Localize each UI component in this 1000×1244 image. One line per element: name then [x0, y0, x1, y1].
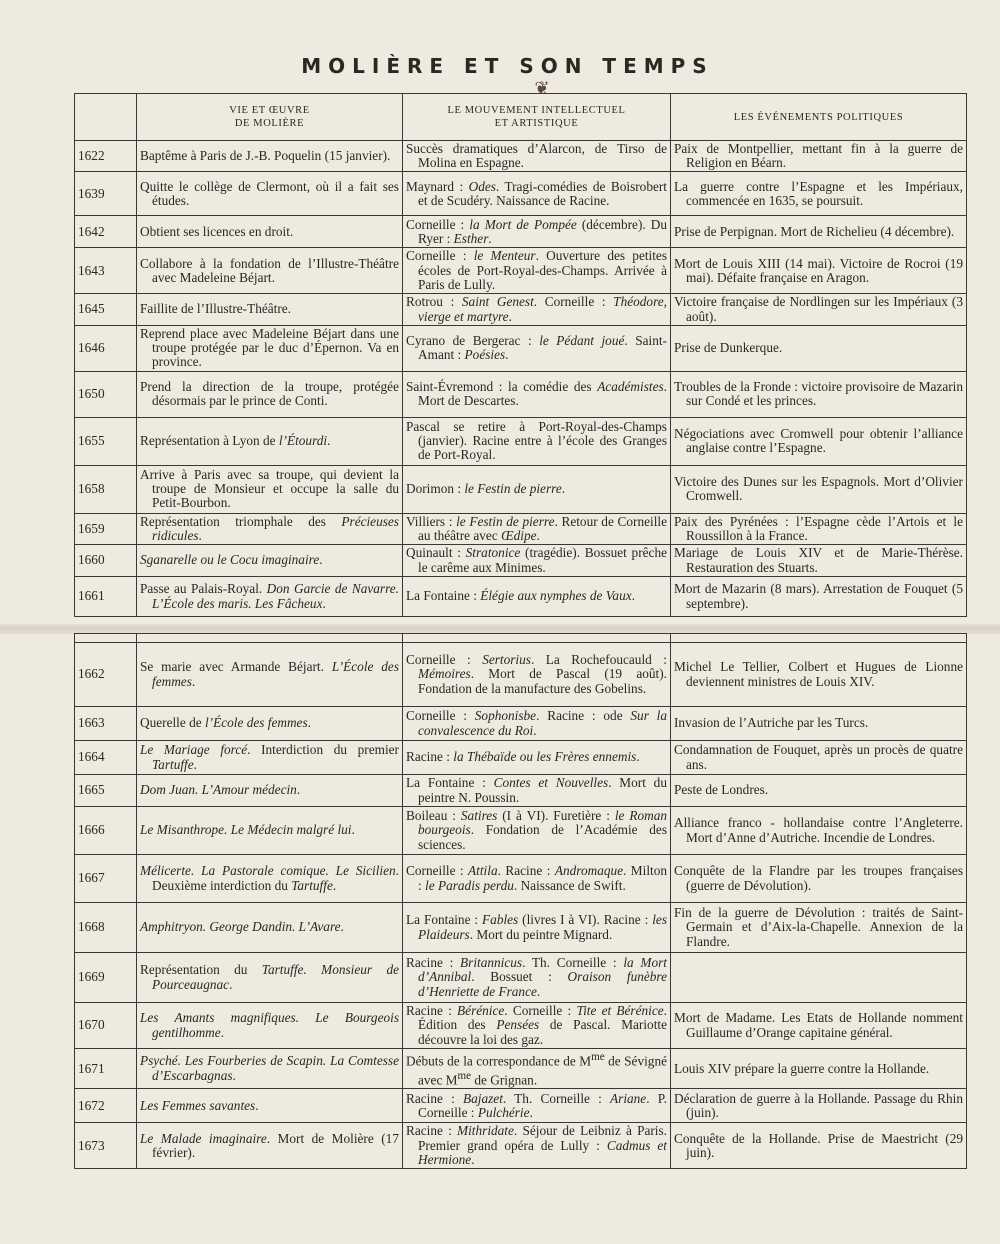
year-cell: 1655: [75, 417, 137, 465]
evenements-cell: Prise de Perpignan. Mort de Richelieu (4 décembre).: [671, 216, 967, 248]
table-row: [75, 248, 967, 294]
vie-cell: Prend la direction de la troupe, protégée désormais par le prince de Conti.: [137, 371, 403, 417]
evenements-cell: Négociations avec Cromwell pour obtenir l’alliance anglaise contre l’Espagne.: [671, 417, 967, 465]
year-cell: 1666: [75, 807, 137, 855]
mouvement-cell: La Fontaine : Fables (livres I à VI). Racine : les Plaideurs. Mort du peintre Mignard.: [403, 903, 671, 953]
table-row: [75, 465, 967, 513]
year-cell: 1668: [75, 903, 137, 953]
year-cell: 1661: [75, 577, 137, 617]
year-cell: 1673: [75, 1123, 137, 1169]
year-cell: 1643: [75, 248, 137, 294]
table-row: [75, 807, 967, 855]
year-cell: 1642: [75, 216, 137, 248]
table-row: [75, 141, 967, 172]
mouvement-cell: Corneille : Sertorius. La Rochefoucauld : Mémoires. Mort de Pascal (19 août). Fondation de la manufacture des Gobelins.: [403, 643, 671, 707]
mouvement-cell: La Fontaine : Contes et Nouvelles. Mort du peintre N. Poussin.: [403, 775, 671, 807]
evenements-cell: Condamnation de Fouquet, après un procès de quatre ans.: [671, 741, 967, 775]
evenements-cell: Mort de Louis XIII (14 mai). Victoire de Rocroi (19 mai). Défaite française en Aragon.: [671, 248, 967, 294]
table-row: [75, 417, 967, 465]
table-row: [75, 513, 967, 544]
chronology-table-1673: [74, 633, 967, 1169]
vie-cell: Mélicerte. La Pastorale comique. Le Sicilien. Deuxième interdiction du Tartuffe.: [137, 855, 403, 903]
mouvement-cell: Quinault : Stratonice (tragédie). Bossuet prêche le carême aux Minimes.: [403, 545, 671, 577]
vie-cell: Faillite de l’Illustre-Théâtre.: [137, 294, 403, 326]
year-cell: 1672: [75, 1089, 137, 1123]
table-row: [75, 741, 967, 775]
table-row: [75, 172, 967, 216]
mouvement-cell: Racine : Mithridate. Séjour de Leibniz à Paris. Premier grand opéra de Lully : Cadmus et Hermione.: [403, 1123, 671, 1169]
year-cell: 1646: [75, 326, 137, 372]
year-cell: 1660: [75, 545, 137, 577]
table-row: [75, 216, 967, 248]
mouvement-column-header: LE MOUVEMENT INTELLECTUEL ET ARTISTIQUE: [403, 94, 671, 141]
evenements-cell: Invasion de l’Autriche par les Turcs.: [671, 707, 967, 741]
year-column-header: [75, 94, 137, 141]
year-cell: 1671: [75, 1049, 137, 1089]
evenements-cell: Paix des Pyrénées : l’Espagne cède l’Artois et le Roussillon à la France.: [671, 513, 967, 544]
mouvement-cell: Racine : la Thébaïde ou les Frères ennemis.: [403, 741, 671, 775]
table-row: [75, 707, 967, 741]
evenements-cell: Peste de Londres.: [671, 775, 967, 807]
evenements-cell: Michel Le Tellier, Colbert et Hugues de Lionne deviennent ministres de Louis XIV.: [671, 643, 967, 707]
year-cell: 1669: [75, 953, 137, 1003]
mouvement-cell: Corneille : Sophonisbe. Racine : ode Sur la convalescence du Roi.: [403, 707, 671, 741]
year-cell: 1663: [75, 707, 137, 741]
evenements-cell: Alliance franco - hollandaise contre l’Angleterre. Mort d’Anne d’Autriche. Incendie de Londres.: [671, 807, 967, 855]
evenements-cell: Paix de Montpellier, mettant fin à la guerre de Religion en Béarn.: [671, 141, 967, 172]
mouvement-cell: Succès dramatiques d’Alarcon, de Tirso de Molina en Espagne.: [403, 141, 671, 172]
vie-cell: Dom Juan. L’Amour médecin.: [137, 775, 403, 807]
mouvement-cell: Racine : Britannicus. Th. Corneille : la Mort d’Annibal. Bossuet : Oraison funèbre d’Henriette de France.: [403, 953, 671, 1003]
table-row: [75, 1049, 967, 1089]
table-row: [75, 371, 967, 417]
evenements-column-header: LES ÉVÉNEMENTS POLITIQUES: [671, 94, 967, 141]
vie-cell: Quitte le collège de Clermont, où il a fait ses études.: [137, 172, 403, 216]
fleuron-ornament-icon: ❦: [534, 78, 550, 99]
mouvement-cell: Débuts de la correspondance de $M^{me}$ de Sévigné avec $M^{me}$ de Grignan.: [403, 1049, 671, 1089]
evenements-cell: Conquête de la Flandre par les troupes françaises (guerre de Dévolution).: [671, 855, 967, 903]
table-row: [75, 1123, 967, 1169]
evenements-cell: Prise de Dunkerque.: [671, 326, 967, 372]
evenements-cell: Déclaration de guerre à la Hollande. Passage du Rhin (juin).: [671, 1089, 967, 1123]
vie-cell: Collabore à la fondation de l’Illustre-Théâtre avec Madeleine Béjart.: [137, 248, 403, 294]
table-row: [75, 294, 967, 326]
vie-cell: Sganarelle ou le Cocu imaginaire.: [137, 545, 403, 577]
table-row: [75, 643, 967, 707]
table-row: [75, 1003, 967, 1049]
vie-cell: Baptême à Paris de J.-B. Poquelin (15 janvier).: [137, 141, 403, 172]
year-cell: 1665: [75, 775, 137, 807]
evenements-cell: Mariage de Louis XIV et de Marie-Thérèse. Restauration des Stuarts.: [671, 545, 967, 577]
evenements-cell: [671, 953, 967, 1003]
vie-cell: Querelle de l’École des femmes.: [137, 707, 403, 741]
year-cell: 1650: [75, 371, 137, 417]
vie-cell: Passe au Palais-Royal. Don Garcie de Navarre. L’École des maris. Les Fâcheux.: [137, 577, 403, 617]
mouvement-cell: Rotrou : Saint Genest. Corneille : Théodore, vierge et martyre.: [403, 294, 671, 326]
year-cell: 1664: [75, 741, 137, 775]
table-row: [75, 953, 967, 1003]
mouvement-cell: Dorimon : le Festin de pierre.: [403, 465, 671, 513]
page-title: MOLIÈRE ET SON TEMPS: [301, 54, 714, 78]
table-row: [75, 903, 967, 953]
evenements-cell: Victoire française de Nordlingen sur les Impériaux (3 août).: [671, 294, 967, 326]
year-cell: 1645: [75, 294, 137, 326]
evenements-cell: Mort de Mazarin (8 mars). Arrestation de Fouquet (5 septembre).: [671, 577, 967, 617]
table-row: [75, 577, 967, 617]
vie-cell: Le Malade imaginaire. Mort de Molière (17 février).: [137, 1123, 403, 1169]
mouvement-cell: Pascal se retire à Port-Royal-des-Champs (janvier). Racine entre à l’école des Granges de Port-Royal.: [403, 417, 671, 465]
year-cell: 1622: [75, 141, 137, 172]
evenements-cell: Victoire des Dunes sur les Espagnols. Mort d’Olivier Cromwell.: [671, 465, 967, 513]
mouvement-cell: Corneille : le Menteur. Ouverture des petites écoles de Port-Royal-des-Champs. Arrivée à Paris de Lully.: [403, 248, 671, 294]
vie-cell: Psyché. Les Fourberies de Scapin. La Comtesse d’Escarbagnas.: [137, 1049, 403, 1089]
year-cell: 1659: [75, 513, 137, 544]
vie-cell: Le Mariage forcé. Interdiction du premier Tartuffe.: [137, 741, 403, 775]
vie-cell: Reprend place avec Madeleine Béjart dans une troupe protégée par le duc d’Épernon. Va en province.: [137, 326, 403, 372]
mouvement-cell: Cyrano de Bergerac : le Pédant joué. Saint-Amant : Poésies.: [403, 326, 671, 372]
vie-cell: Se marie avec Armande Béjart. L’École des femmes.: [137, 643, 403, 707]
mouvement-cell: Racine : Bajazet. Th. Corneille : Ariane. P. Corneille : Pulchérie.: [403, 1089, 671, 1123]
vie-cell: Représentation triomphale des Précieuses ridicules.: [137, 513, 403, 544]
evenements-cell: Mort de Madame. Les Etats de Hollande nomment Guillaume d’Orange capitaine général.: [671, 1003, 967, 1049]
year-cell: 1639: [75, 172, 137, 216]
evenements-cell: Louis XIV prépare la guerre contre la Hollande.: [671, 1049, 967, 1089]
year-cell: 1662: [75, 643, 137, 707]
evenements-cell: Fin de la guerre de Dévolution : traités de Saint-Germain et d’Aix-la-Chapelle. Annexion de la Flandre.: [671, 903, 967, 953]
mouvement-cell: Maynard : Odes. Tragi-comédies de Boisrobert et de Scudéry. Naissance de Racine.: [403, 172, 671, 216]
table-row: [75, 1089, 967, 1123]
vie-column-header: VIE ET ŒUVRE DE MOLIÈRE: [137, 94, 403, 141]
vie-cell: Les Amants magnifiques. Le Bourgeois gentilhomme.: [137, 1003, 403, 1049]
year-cell: 1658: [75, 465, 137, 513]
table-top-rule: [75, 634, 967, 643]
vie-cell: Arrive à Paris avec sa troupe, qui devient la troupe de Monsieur et occupe la salle du Petit-Bourbon.: [137, 465, 403, 513]
mouvement-cell: La Fontaine : Élégie aux nymphes de Vaux.: [403, 577, 671, 617]
year-cell: 1670: [75, 1003, 137, 1049]
vie-cell: Représentation à Lyon de l’Étourdi.: [137, 417, 403, 465]
mouvement-cell: Boileau : Satires (I à VI). Furetière : le Roman bourgeois. Fondation de l’Académie des sciences.: [403, 807, 671, 855]
vie-cell: Obtient ses licences en droit.: [137, 216, 403, 248]
year-cell: 1667: [75, 855, 137, 903]
mouvement-cell: Corneille : la Mort de Pompée (décembre). Du Ryer : Esther.: [403, 216, 671, 248]
vie-cell: Représentation du Tartuffe. Monsieur de Pourceaugnac.: [137, 953, 403, 1003]
table-row: [75, 326, 967, 372]
mouvement-cell: Villiers : le Festin de pierre. Retour de Corneille au théâtre avec Œdipe.: [403, 513, 671, 544]
mouvement-cell: Racine : Bérénice. Corneille : Tite et Bérénice. Édition des Pensées de Pascal. Mariotte découvre la loi des gaz.: [403, 1003, 671, 1049]
table-header-row: [75, 94, 967, 141]
evenements-cell: Troubles de la Fronde : victoire provisoire de Mazarin sur Condé et les princes.: [671, 371, 967, 417]
table-row: [75, 855, 967, 903]
chronology-table-1661: [74, 93, 967, 617]
mouvement-cell: Corneille : Attila. Racine : Andromaque. Milton : le Paradis perdu. Naissance de Swift.: [403, 855, 671, 903]
table-row: [75, 775, 967, 807]
table-row: [75, 545, 967, 577]
evenements-cell: Conquête de la Hollande. Prise de Maestricht (29 juin).: [671, 1123, 967, 1169]
evenements-cell: La guerre contre l’Espagne et les Impériaux, commencée en 1635, se poursuit.: [671, 172, 967, 216]
mouvement-cell: Saint-Évremond : la comédie des Académistes. Mort de Descartes.: [403, 371, 671, 417]
vie-cell: Amphitryon. George Dandin. L’Avare.: [137, 903, 403, 953]
vie-cell: Le Misanthrope. Le Médecin malgré lui.: [137, 807, 403, 855]
vie-cell: Les Femmes savantes.: [137, 1089, 403, 1123]
